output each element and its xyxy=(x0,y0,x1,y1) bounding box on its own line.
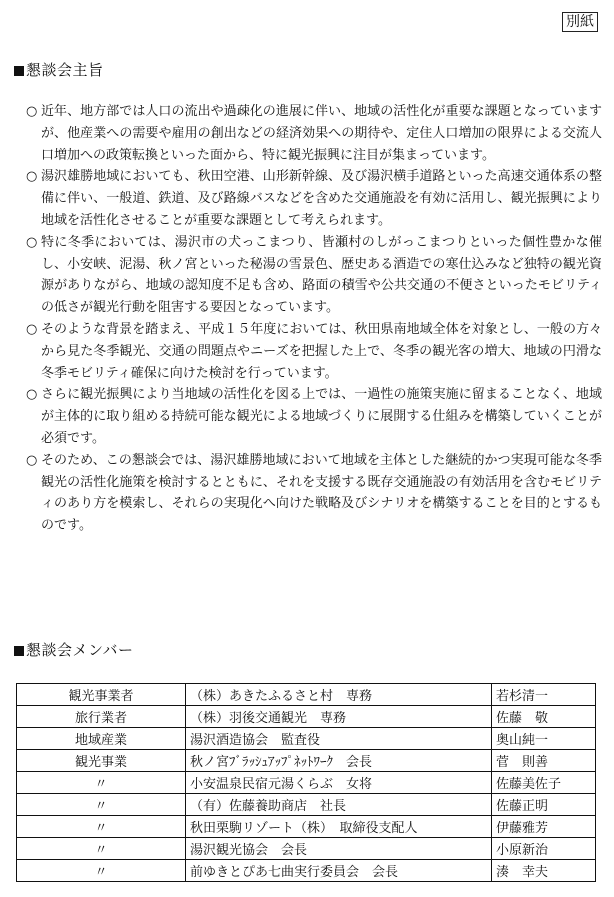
section-heading-members xyxy=(14,640,133,660)
circle-bullet-icon: ○ xyxy=(26,234,38,250)
member-organization: 秋田栗駒リゾート（株） 取締役支配人 xyxy=(186,816,492,838)
paragraph xyxy=(26,166,602,231)
member-name: 伊藤雅芳 xyxy=(492,816,596,838)
paragraph xyxy=(26,101,602,166)
attachment-label: 別紙 xyxy=(562,12,598,32)
member-name: 佐藤正明 xyxy=(492,794,596,816)
members-table xyxy=(16,683,596,882)
paragraph-text: 湯沢雄勝地域においても、秋田空港、山形新幹線、及び湯沢横手道路といった高速交通体系の整備に伴い、一般道、鉄道、及び路線バスなどを含めた交通施設を有効に活用し、観光振興により地域を活性化させることが重要な課題として考えられます。 xyxy=(41,169,602,228)
section-title: 懇談会メンバー xyxy=(26,641,134,659)
table-row xyxy=(17,728,596,750)
member-name: 菅 則善 xyxy=(492,750,596,772)
paragraph-text: さらに観光振興により当地域の活性化を図る上では、一過性の施策実施に留まることなく、地域が主体的に取り組める持続可能な観光による地域づくりに展開する仕組みを構築していくことが必須です。 xyxy=(41,387,602,446)
member-name: 佐藤 敬 xyxy=(492,706,596,728)
member-organization: 前ゆきとぴあ七曲実行委員会 会長 xyxy=(186,860,492,882)
member-organization: 秋ノ宮ﾌﾞﾗｯｼｭｱｯﾌﾟﾈｯﾄﾜｰｸ 会長 xyxy=(186,750,492,772)
paragraph xyxy=(26,319,602,384)
table-row xyxy=(17,684,596,706)
paragraph xyxy=(26,384,602,449)
circle-bullet-icon: ○ xyxy=(26,452,38,468)
table-row xyxy=(17,706,596,728)
member-category: 〃 xyxy=(17,816,186,838)
table-row xyxy=(17,816,596,838)
table-row xyxy=(17,772,596,794)
member-category: 〃 xyxy=(17,838,186,860)
purpose-paragraphs xyxy=(26,101,602,537)
member-category: 観光事業者 xyxy=(17,684,186,706)
member-category: 旅行業者 xyxy=(17,706,186,728)
table-row xyxy=(17,794,596,816)
section-heading-purpose xyxy=(14,60,104,80)
member-name: 佐藤美佐子 xyxy=(492,772,596,794)
paragraph-text: 近年、地方部では人口の流出や過疎化の進展に伴い、地域の活性化が重要な課題となっていますが、他産業への需要や雇用の創出などの経済効果への期待や、定住人口増加の限界による交流人口増加への政策転換といった面から、特に観光振興に注目が集まっています。 xyxy=(41,104,602,163)
paragraph-text: そのような背景を踏まえ、平成１５年度においては、秋田県南地域全体を対象とし、一般の方々から見た冬季観光、交通の問題点やニーズを把握した上で、冬季の観光客の増大、地域の円滑な冬季モビリティ確保に向けた検討を行っています。 xyxy=(41,321,602,381)
member-organization: 湯沢観光協会 会長 xyxy=(186,838,492,860)
paragraph xyxy=(26,232,602,319)
member-category: 〃 xyxy=(17,772,186,794)
member-category: 観光事業 xyxy=(17,750,186,772)
paragraph xyxy=(26,450,602,537)
member-name: 小原新治 xyxy=(492,838,596,860)
member-category: 地域産業 xyxy=(17,728,186,750)
member-organization: 小安温泉民宿元湯くらぶ 女将 xyxy=(186,772,492,794)
paragraph-text: 特に冬季においては、湯沢市の犬っこまつり、皆瀬村のしがっこまつりといった個性豊かな催し、小安峡、泥湯、秋ノ宮といった秘湯の雪景色、歴史ある酒造での寒仕込みなど独特の観光資源がありながら、地域の認知度不足も含め、路面の積雪や公共交通の不便さといったモビリティの低さが観光行動を阻害する要因となっています。 xyxy=(41,234,602,316)
table-row xyxy=(17,750,596,772)
circle-bullet-icon: ○ xyxy=(26,321,38,337)
circle-bullet-icon: ○ xyxy=(26,169,38,185)
table-row xyxy=(17,860,596,882)
member-name: 奥山純一 xyxy=(492,728,596,750)
square-bullet-icon xyxy=(14,646,24,656)
member-name: 若杉清一 xyxy=(492,684,596,706)
member-category: 〃 xyxy=(17,860,186,882)
member-organization: （株）羽後交通観光 専務 xyxy=(186,706,492,728)
circle-bullet-icon: ○ xyxy=(26,387,38,403)
member-organization: （株）あきたふるさと村 専務 xyxy=(186,684,492,706)
member-name: 湊 幸夫 xyxy=(492,860,596,882)
circle-bullet-icon: ○ xyxy=(26,104,38,119)
table-row xyxy=(17,838,596,860)
member-category: 〃 xyxy=(17,794,186,816)
member-organization: （有）佐藤養助商店 社長 xyxy=(186,794,492,816)
section-title: 懇談会主旨 xyxy=(26,61,104,79)
paragraph-text: そのため、この懇談会では、湯沢雄勝地域において地域を主体とした継続的かつ実現可能な冬季観光の活性化施策を検討するとともに、それを支援する既存交通施設の有効活用を含むモビリティのあり方を模索し、それらの実現化へ向けた戦略及びシナリオを構築することを目的とするものです。 xyxy=(41,452,602,534)
member-organization: 湯沢酒造協会 監査役 xyxy=(186,728,492,750)
square-bullet-icon xyxy=(14,66,24,76)
